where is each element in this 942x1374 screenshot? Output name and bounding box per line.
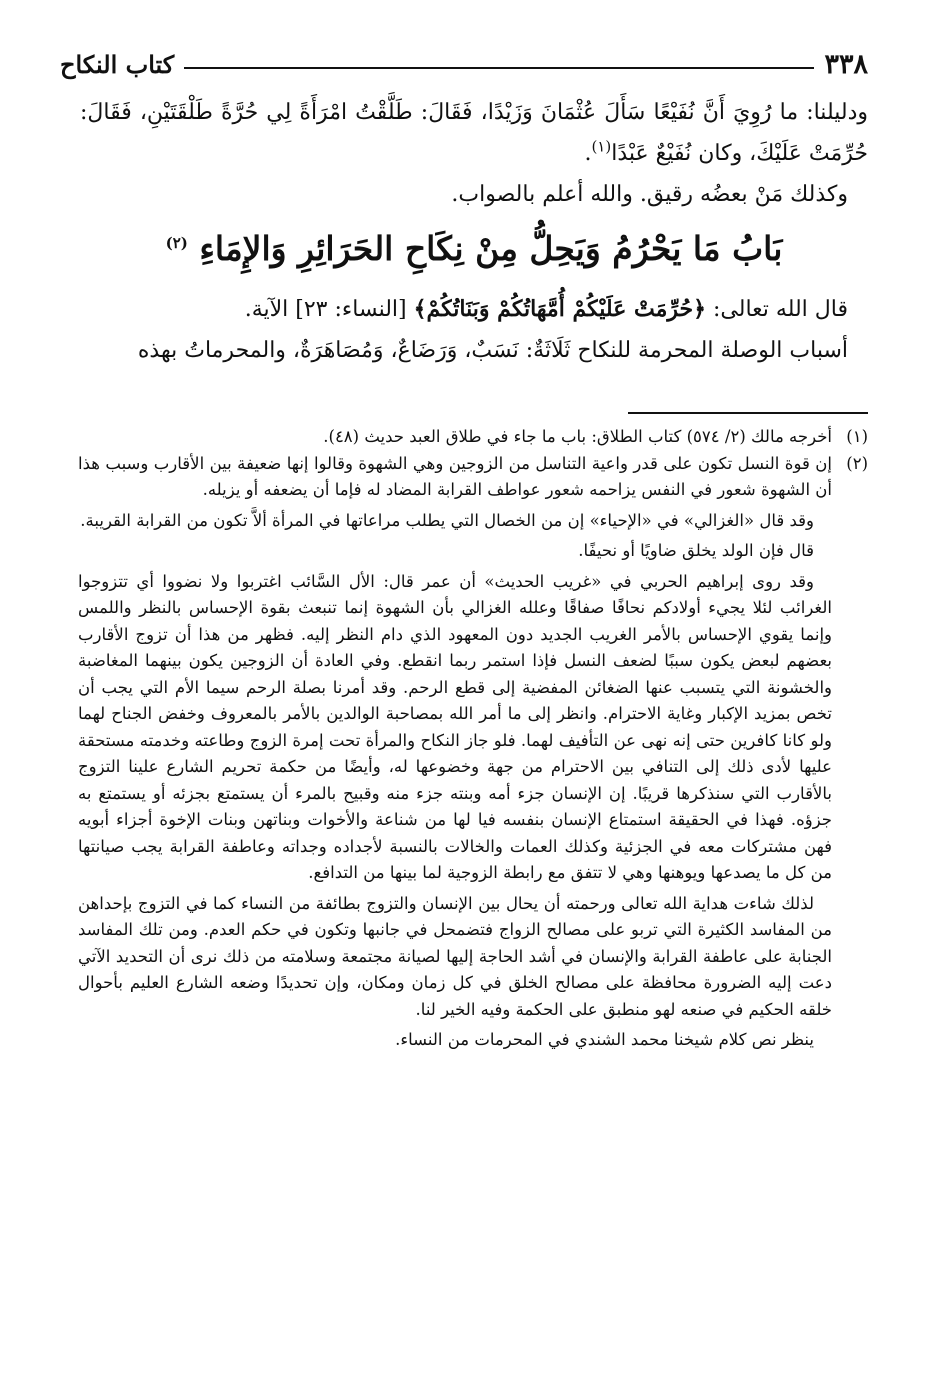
footnote-2-paragraph: ينظر نص كلام شيخنا محمد الشندي في المحرمات من النساء.: [395, 1030, 814, 1049]
evidence-text: ودليلنا: ما رُوِيَ أَنَّ نُفَيْعًا سَأَلَ عُثْمَانَ وَزَيْدًا، فَقَالَ: طَلَّقْتُ امْرَأَةً لِي حُرَّةً طَلْقَتَيْنِ، فَقَالَ: حُرِّمَتْ عَلَيْكَ، وكان نُفَيْعٌ عَبْدًا: [80, 100, 868, 166]
footnote-number: (١): [846, 427, 868, 446]
evidence-paragraph: ودليلنا: ما رُوِيَ أَنَّ نُفَيْعًا سَأَلَ عُثْمَانَ وَزَيْدًا، فَقَالَ: طَلَّقْتُ امْرَأَةً لِي حُرَّةً طَلْقَتَيْنِ، فَقَالَ: حُرِّمَتْ عَلَيْكَ، وكان نُفَيْعٌ عَبْدًا$^{(١)}$.: [80, 100, 868, 166]
footnote-2-paragraph: وقد قال «الغزالي» في «الإحياء» إن من الخصال التي يطلب مراعاتها في المرأة ألاَّ تكون من القرابة القريبة.: [80, 510, 814, 530]
verse-intro: قال الله تعالى:: [713, 297, 848, 322]
footnote-number: (٢): [846, 453, 868, 473]
page-number: ٣٣٨: [824, 48, 868, 80]
footnote-ref-2: (٢): [165, 234, 188, 252]
footnote-ref-1: (١): [591, 137, 612, 156]
chapter-heading: [80, 225, 868, 273]
header-rule: [184, 67, 814, 69]
footnote-2-paragraph: قال فإن الولد يخلق ضاويًا أو نحيفًا.: [578, 541, 814, 560]
running-title: كتاب النكاح: [60, 49, 175, 79]
footnote-separator: [628, 412, 868, 414]
verse-paragraph: [80, 289, 868, 330]
footnotes: [78, 424, 868, 1058]
verse-citation: [النساء: ٢٣] الآية.: [244, 297, 407, 322]
closing-paragraph: وكذلك مَنْ بعضُه رقيق. والله أعلم بالصواب.: [451, 182, 848, 207]
footnote-2-paragraph: وقد روى إبراهيم الحربي في «غريب الحديث» أن عمر قال: الأل السَّائب اغتربوا ولا نضووا أي تتزوجوا الغرائب لئلا يجيء أولادكم نحافًا صفاقًا وعلله الغزالي بأن الشهوة إنما تنبعث بقوة الإحساس بالنظر واللمس وإنما يقوي الإحساس بالأمر الغريب الجديد دون المعهود الذي دام النظر إليه. فظهر من هذا أن تزوج الأقارب بعضهم لبعض يكون سببًا لضعف النسل فإذا استمر ربما انقطع. وفي العادة أن الزوجين يكون بينهما المغاضبة والخشونة التي يتسبب عنها الضغائن المفضية إلى قطع الرحم. وقد أمرنا بصلة الرحم سيما الأم التي يجب أن تخص بمزيد الإكبار وغاية الاحترام. وانظر إلى ما أمر الله بمصاحبة الوالدين بالأمر بالمعروف وخفض الجناح لهما ولو كانا كافرين حتى إنه نهى عن التأفيف لهما. فلو جاز النكاح والمرأة تحت إمرة الزوج وطاعته وخدمته مستحقة عليها لأدى ذلك إلى التنافي بين الاحترام من جهة وخضوعها له، وأيضًا من حكمة تحريم الشارع علينا التزوج بالأقارب التي سنذكرها قريبًا. إن الإنسان جزء أمه وبنته جزء منه وقبيح بالمرء أن يستمتع بجزئه أو يستمتع به جزؤه. فهذا في الحقيقة استمتاع الإنسان بنفسه فيا لها من شناعة والأخوات وبناتهن وبنات الإخوة أجزاء أبويه فهن مشتركات معه في الجزئية وكذلك العمات والخالات بالنسبة لأجداده وجداته وعاطفة القرابة يجب صيانتها من كل ما يصدعها ويوهنها وهي لا تتفق مع رابطة الزوجية لما بينها من التدافع.: [78, 571, 832, 882]
footnote-1: [78, 424, 868, 451]
footnote-2-paragraph: لذلك شاءت هداية الله تعالى ورحمته أن يحال بين الإنسان والتزوج بطائفة من النساء كما في التزوج بإحداهن من المفاسد الكثيرة التي تربو على مصالح الزواج فتضمحل في جانبها وتكون في حكم العدم. ومن تلك المفاسد الجنابة على عاطفة القرابة والإنسان في أشد الحاجة إليها لصيانة مجتمعة وسلامته من ذلك نرى أن التحديد الآتي دعت إليه الضرورة محافظة على مصالح الخلق في كل زمان ومكان، وإن تحديدًا وضعه الشارع العليم بأحوال خلقه الحكيم في صنعه لهو منطبق على الحكمة وفيه الخير لنا.: [78, 893, 832, 1019]
footnote-2-paragraph: إن قوة النسل تكون على قدر واعية التناسل من الزوجين وهي الشهوة وقالوا إنها ضعيفة بين الأقارب وسبب هذا أن الشهوة شعور في النفس يزاحمه شعور عواطف القرابة المضاد له فإما أن يضعفه أو يزيله.: [78, 453, 832, 499]
footnote-2-body: [78, 451, 832, 1058]
causes-paragraph: أسباب الوصلة المحرمة للنكاح ثَلَاثَةٌ: نَسَبٌ، وَرَضَاعٌ، وَمُصَاهَرَةٌ، والمحرماتُ بهذه: [137, 338, 848, 363]
main-text: [80, 92, 868, 371]
footnote-1-text: أخرجه مالك (٢/ ٥٧٤) كتاب الطلاق: باب ما جاء في طلاق العبد حديث (٤٨).: [323, 427, 832, 446]
chapter-title: بَابُ مَا يَحْرُمُ وَيَحِلُّ مِنْ نِكَاحِ الحَرَائِرِ وَالإِمَاءِ: [199, 229, 783, 268]
verse-text: ﴿حُرِّمَتْ عَلَيْكُمْ أُمَّهَاتُكُمْ وَبَنَاتُكُمْ﴾: [413, 296, 707, 322]
footnote-2: [78, 451, 868, 1058]
page-header: [60, 44, 868, 84]
